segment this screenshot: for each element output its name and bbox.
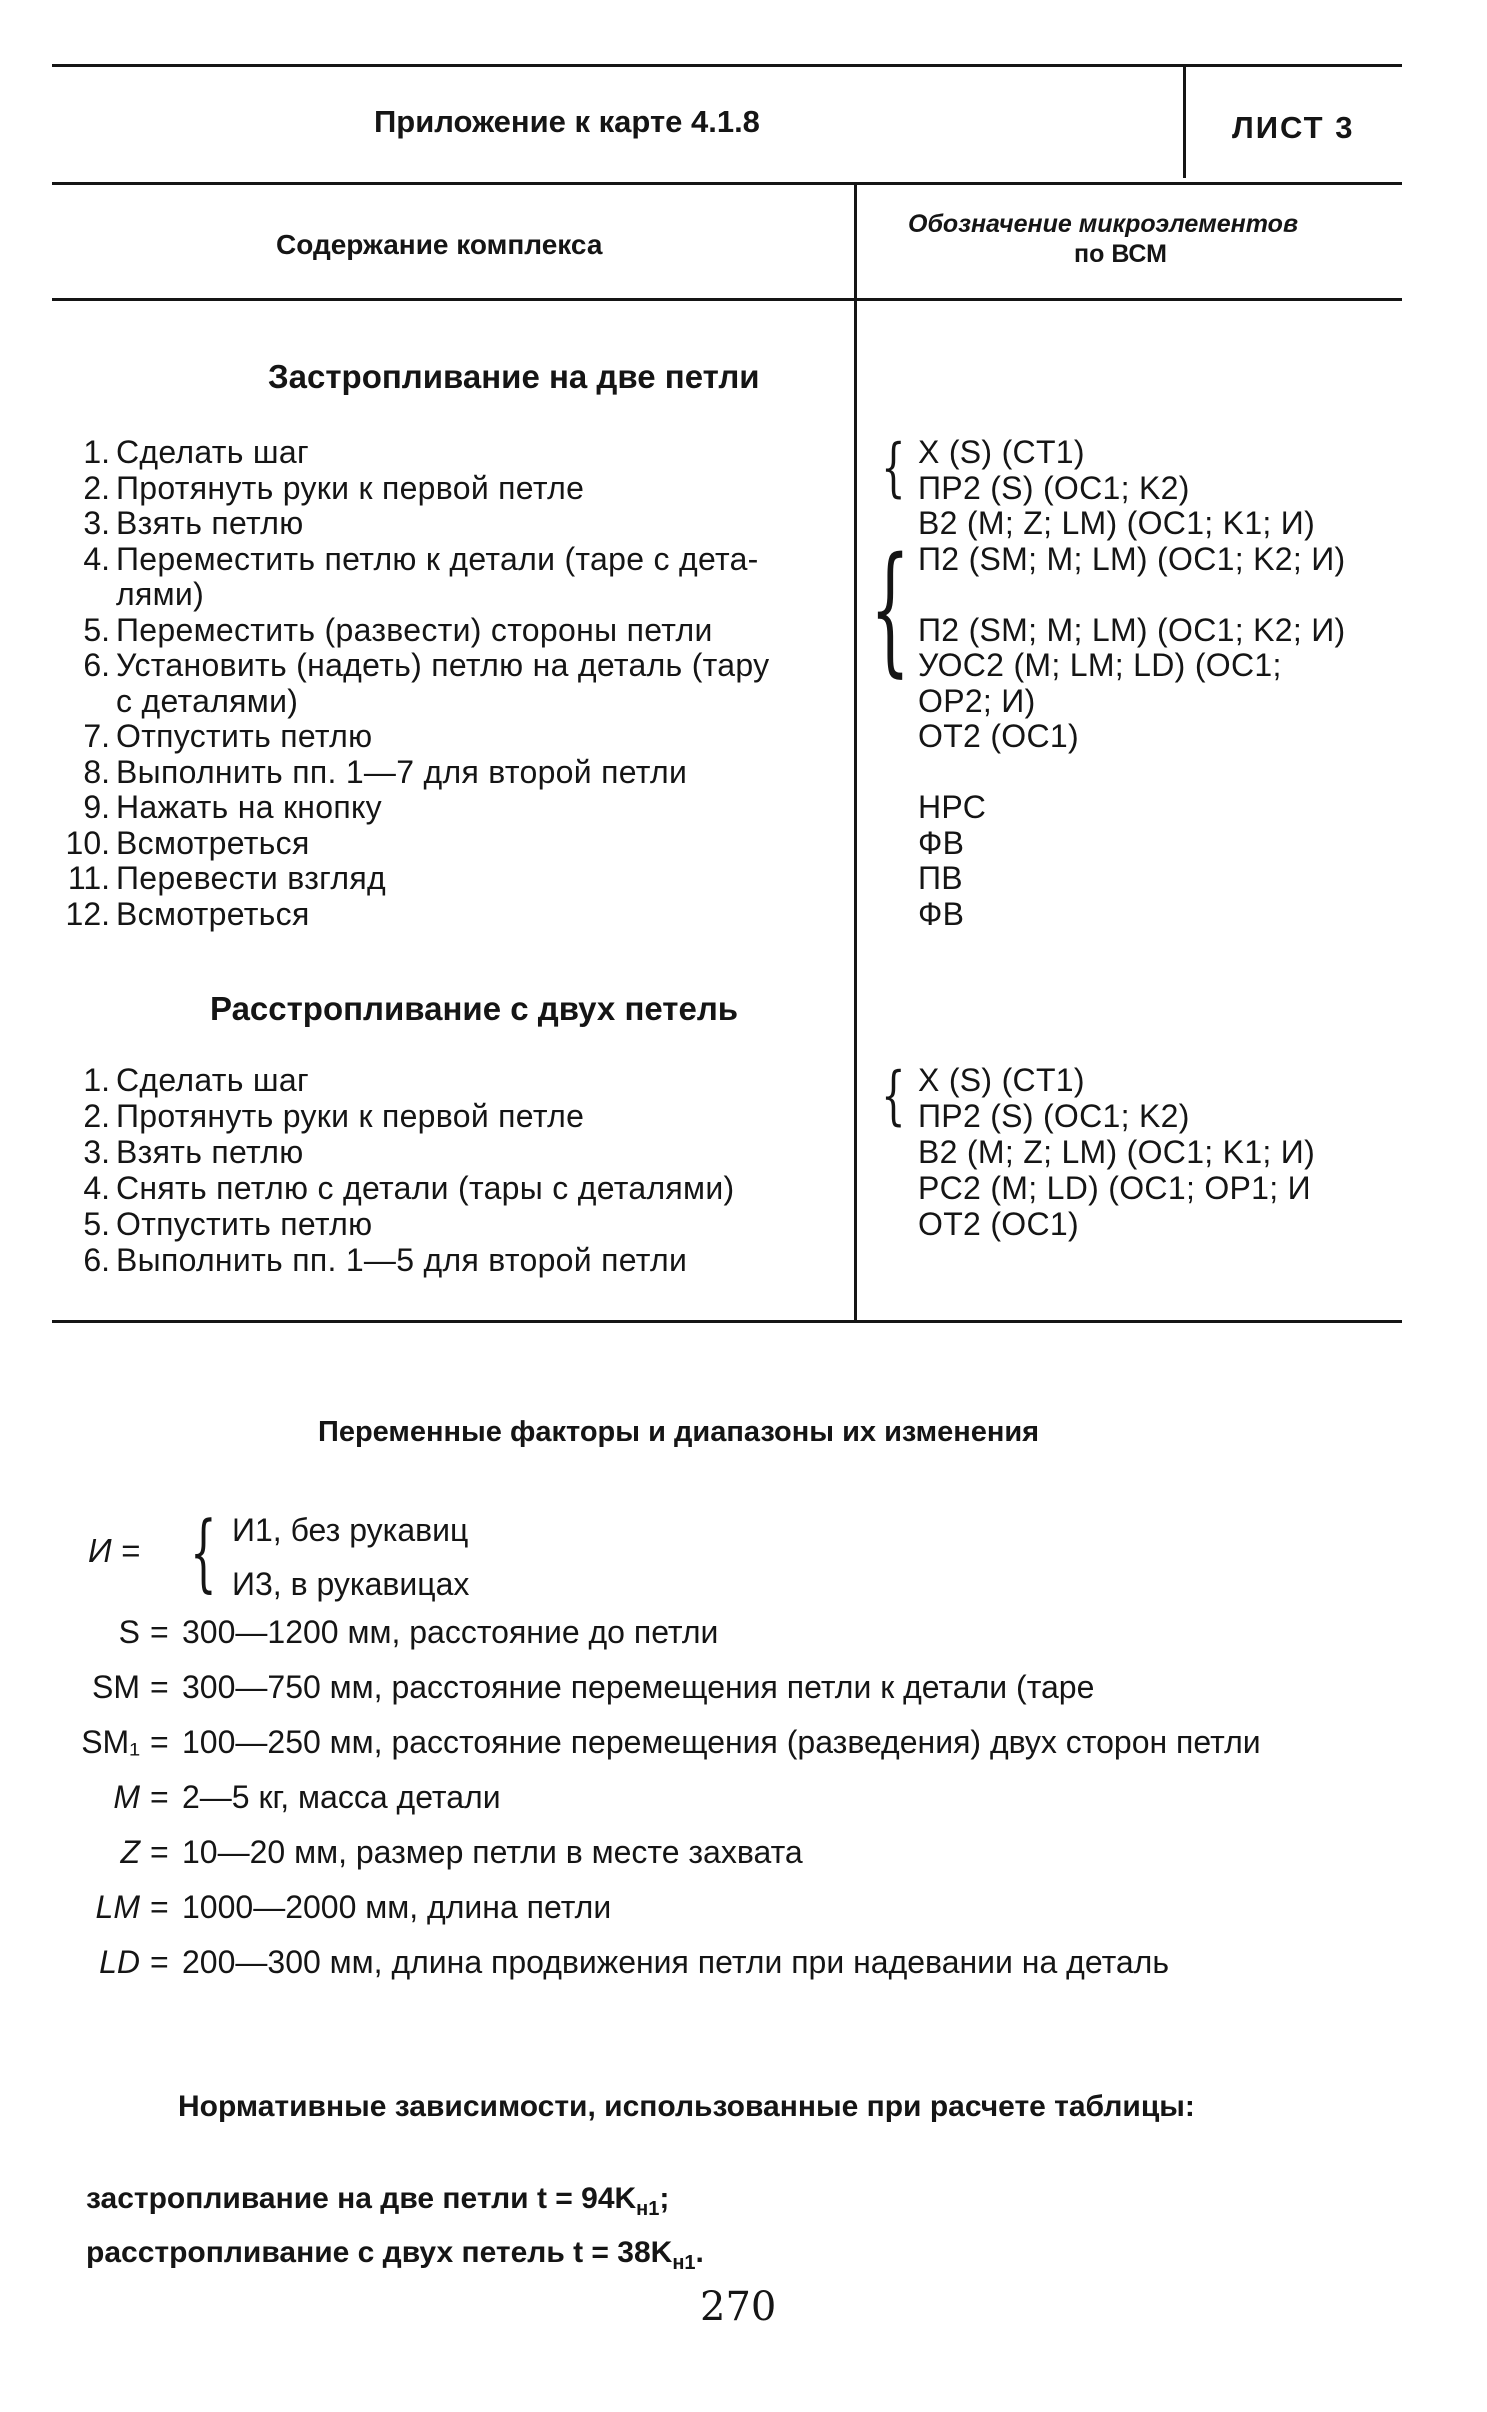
step-text: Переместить петлю к детали (таре с дета- [116, 540, 759, 577]
norm-line-1-sub: н1 [636, 2198, 660, 2220]
step-code: П2 (SM; M; LM) (OC1; K2; И) [918, 540, 1346, 577]
equals-sign: = [150, 1889, 169, 1925]
step-code: B2 (M; Z; LM) (OC1; K1; И) [918, 1134, 1316, 1170]
brace-icon: { [881, 431, 906, 505]
variable-description: 100—250 мм, расстояние перемещения (разведения) двух сторон петли [182, 1724, 1261, 1760]
step-code: ПР2 (S) (OC1; K2) [918, 469, 1190, 506]
variable-description: 200—300 мм, длина продвижения петли при надевании на деталь [182, 1944, 1169, 1980]
variable-symbol: LD [99, 1944, 140, 1980]
step-number: 12. [65, 895, 110, 932]
step-number: 8. [83, 753, 110, 790]
step-number: 3. [83, 505, 110, 541]
norm-line-1: застропливание на две петли $t = 94K_{н1}$; [86, 2182, 670, 2220]
equals-sign: = [150, 1834, 169, 1870]
column-header-codes-line1: Обозначение микроэлементов [908, 210, 1299, 238]
step-text: Всмотреться [116, 824, 310, 861]
variable-description: 2—5 кг, масса детали [182, 1779, 501, 1815]
step-code: B2 (M; Z; LM) (OC1; K1; И) [918, 505, 1316, 541]
i-option-2: И3, в рукавицах [232, 1566, 470, 1602]
step-text: Всмотреться [116, 895, 310, 932]
step-text: Протянуть руки к первой петле [116, 1098, 585, 1134]
step-code: X (S) (CT1) [918, 1062, 1085, 1098]
equals-sign: = [150, 1669, 169, 1705]
variable-description: 300—750 мм, расстояние перемещения петли к детали (таре [182, 1669, 1095, 1705]
step-text: Перевести взгляд [116, 860, 387, 896]
step-number: 5. [83, 611, 110, 648]
variable-symbol: SM₁ [81, 1724, 140, 1760]
norm-line-2: расстропливание с двух петель $t = 38K_{н1}$. [86, 2236, 704, 2274]
i-option-1: И1, без рукавиц [232, 1512, 469, 1548]
column-header-content: Содержание комплекса [276, 229, 603, 260]
step-code: OT2 (OC1) [918, 718, 1079, 754]
variable-symbol: LM [95, 1889, 140, 1925]
step-text-continued: лями) [116, 576, 205, 612]
sheet-label: ЛИСТ 3 [1232, 110, 1355, 145]
step-text: Переместить (развести) стороны петли [116, 611, 713, 648]
step-number: 6. [83, 1242, 110, 1278]
norm-line-1-text: застропливание на две петли t = 94K [86, 2182, 637, 2215]
step-number: 3. [83, 1134, 110, 1170]
variables-title: Переменные факторы и диапазоны их изменения [318, 1416, 1040, 1448]
norm-line-2-text: расстропливание с двух петель t = 38K [86, 2236, 673, 2269]
table-bottom-rule [52, 1320, 1402, 1323]
step-code: УОС2 (M; LM; LD) (OC1; [918, 647, 1282, 683]
step-number: 5. [83, 1206, 110, 1242]
variable-symbol: SM [92, 1669, 140, 1705]
brace-icon: { [870, 528, 911, 691]
step-text: Сделать шаг [116, 434, 309, 470]
equals-sign: = [150, 1944, 169, 1980]
step-number: 4. [83, 540, 110, 577]
norm-line-2-sub: н1 [672, 2252, 696, 2274]
variable-symbol: M [113, 1779, 140, 1815]
column-header-codes-line2: по ВСМ [1074, 240, 1167, 268]
step-text: Выполнить пп. 1—5 для второй петли [116, 1242, 688, 1278]
step-text: Отпустить петлю [116, 1206, 373, 1242]
step-text: Отпустить петлю [116, 718, 373, 754]
step-code: П2 (SM; M; LM) (OC1; K2; И) [918, 611, 1346, 648]
step-code: ПВ [918, 860, 963, 896]
variable-description: 1000—2000 мм, длина петли [182, 1889, 612, 1925]
column-divider [854, 184, 857, 1320]
step-number: 10. [65, 824, 110, 861]
equals-sign: = [150, 1779, 169, 1815]
step-number: 1. [83, 434, 110, 470]
step-text: Сделать шаг [116, 1062, 309, 1098]
step-number: 4. [83, 1170, 110, 1206]
i-symbol: И = [88, 1532, 141, 1569]
step-code: ФВ [918, 895, 965, 932]
step-text: Выполнить пп. 1—7 для второй петли [116, 753, 688, 790]
brace-icon: { [881, 1059, 906, 1133]
step-text-continued: с деталями) [116, 682, 299, 719]
appendix-title: Приложение к карте 4.1.8 [374, 104, 760, 139]
variable-symbol: Z [120, 1834, 140, 1870]
equals-sign: = [150, 1614, 169, 1650]
equals-sign: = [150, 1724, 169, 1760]
header-bottom-rule [52, 182, 1402, 185]
step-code: ФВ [918, 824, 965, 861]
variable-symbol: S [118, 1614, 140, 1650]
step-code: PC2 (M; LD) (OC1; OP1; И [918, 1170, 1311, 1206]
step-text: Нажать на кнопку [116, 789, 382, 825]
column-header-bottom-rule [52, 298, 1402, 301]
step-number: 11. [67, 860, 110, 896]
step-number: 6. [83, 647, 110, 683]
step-text: Взять петлю [116, 1134, 304, 1170]
step-text: Снять петлю с детали (тары с деталями) [116, 1170, 735, 1206]
variable-description: 300—1200 мм, расстояние до петли [182, 1614, 719, 1650]
step-code: ПР2 (S) (OC1; K2) [918, 1098, 1190, 1134]
step-code: X (S) (CT1) [918, 434, 1085, 470]
step-number: 1. [83, 1062, 110, 1098]
step-text: Протянуть руки к первой петле [116, 469, 585, 506]
brace-icon: { [190, 1503, 217, 1601]
step-number: 9. [83, 789, 110, 825]
step-code-continued: OP2; И) [918, 682, 1036, 719]
section1-title: Застропливание на две петли [268, 358, 760, 395]
norms-title: Нормативные зависимости, использованные при расчете таблицы: [178, 2090, 1195, 2123]
step-number: 2. [83, 1098, 110, 1134]
step-text: Взять петлю [116, 505, 304, 541]
step-text: Установить (надеть) петлю на деталь (тару [116, 647, 770, 683]
variable-description: 10—20 мм, размер петли в месте захвата [182, 1834, 803, 1870]
page-number: 270 [700, 2284, 777, 2330]
step-code: OT2 (OC1) [918, 1206, 1079, 1242]
top-rule [52, 64, 1402, 67]
step-number: 2. [83, 469, 110, 506]
step-number: 7. [83, 718, 110, 754]
step-code: НРС [918, 789, 987, 825]
header-divider [1183, 66, 1186, 178]
section2-title: Расстропливание с двух петель [210, 990, 739, 1027]
